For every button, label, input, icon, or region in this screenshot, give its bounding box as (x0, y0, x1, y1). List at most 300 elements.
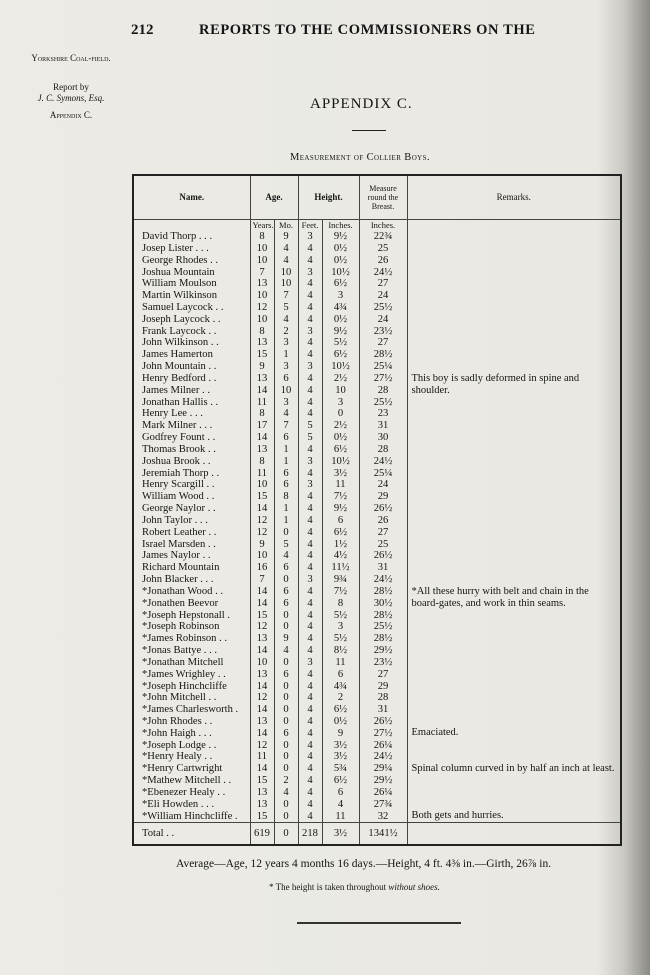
cell-name: *Jonathan Mitchell (133, 657, 250, 669)
cell-breast: 22¾ (359, 231, 407, 243)
cell-name: *Eli Howden . . . (133, 799, 250, 811)
cell-yrs: 10 (250, 314, 274, 326)
cell-in: 6½ (322, 704, 359, 716)
cell-yrs: 9 (250, 539, 274, 551)
cell-yrs: 14 (250, 681, 274, 693)
cell-yrs: 10 (250, 657, 274, 669)
cell-name: George Rhodes . . (133, 255, 250, 267)
remark-text: Both gets and hurries. (411, 809, 504, 821)
cell-mo: 0 (274, 811, 298, 823)
cell-in: 5½ (322, 610, 359, 622)
cell-mo: 5 (274, 539, 298, 551)
cell-in: 10½ (322, 267, 359, 279)
cell-breast: 26¼ (359, 787, 407, 799)
cell-name: William Moulson (133, 278, 250, 290)
cell-name: *John Mitchell . . (133, 692, 250, 704)
cell-breast: 27½ (359, 728, 407, 740)
cell-yrs: 12 (250, 740, 274, 752)
cell-breast: 25 (359, 539, 407, 551)
remark-text: Emaciated. (411, 727, 459, 739)
cell-ft: 4 (298, 385, 322, 397)
cell-name: *Joseph Hepstonall . (133, 610, 250, 622)
cell-yrs: 8 (250, 326, 274, 338)
cell-in: 7½ (322, 491, 359, 503)
cell-name: *Henry Cartwright (133, 763, 250, 775)
cell-yrs: 12 (250, 692, 274, 704)
cell-breast: 27 (359, 669, 407, 681)
cell-yrs: 10 (250, 255, 274, 267)
cell-ft: 4 (298, 692, 322, 704)
cell-mo: 0 (274, 763, 298, 775)
cell-mo: 6 (274, 479, 298, 491)
cell-name: *John Rhodes . . (133, 716, 250, 728)
cell-in: 10½ (322, 361, 359, 373)
cell-breast: 25½ (359, 397, 407, 409)
cell-mo: 4 (274, 243, 298, 255)
cell-breast: 26½ (359, 503, 407, 515)
cell-mo: 4 (274, 787, 298, 799)
cell-mo: 3 (274, 397, 298, 409)
cell-ft: 4 (298, 562, 322, 574)
cell-mo: 0 (274, 740, 298, 752)
cell-breast: 26 (359, 255, 407, 267)
cell-yrs: 14 (250, 763, 274, 775)
cell-name: *James Charlesworth . (133, 704, 250, 716)
cell-in: 0½ (322, 314, 359, 326)
page-number: 212 (131, 22, 154, 38)
cell-name: Robert Leather . . (133, 527, 250, 539)
cell-yrs: 8 (250, 231, 274, 243)
total-yrs: 619 (250, 822, 274, 845)
cell-breast: 23 (359, 408, 407, 420)
cell-breast: 23½ (359, 657, 407, 669)
cell-name: *Jonathan Wood . . (133, 586, 250, 598)
col-height-header: Height. (298, 175, 359, 219)
remark-text: *All these hurry with belt and chain in the board-gates, and work in thin seams. (411, 585, 589, 609)
units-blank (133, 219, 250, 231)
total-remarks-blank (407, 822, 621, 845)
footnote-text: * The height is taken throughout (269, 882, 389, 892)
cell-ft: 4 (298, 515, 322, 527)
cell-breast: 27 (359, 337, 407, 349)
cell-ft: 4 (298, 255, 322, 267)
cell-mo: 6 (274, 598, 298, 610)
cell-yrs: 15 (250, 491, 274, 503)
cell-mo: 1 (274, 456, 298, 468)
cell-mo: 0 (274, 681, 298, 693)
cell-name: James Naylor . . (133, 550, 250, 562)
cell-yrs: 12 (250, 302, 274, 314)
cell-name: *John Haigh . . . (133, 728, 250, 740)
measurement-table (132, 174, 622, 846)
cell-yrs: 8 (250, 456, 274, 468)
cell-in: 4½ (322, 550, 359, 562)
cell-yrs: 14 (250, 704, 274, 716)
cell-name: David Thorp . . . (133, 231, 250, 243)
cell-yrs: 12 (250, 515, 274, 527)
cell-breast: 27½ (359, 373, 407, 385)
cell-ft: 4 (298, 586, 322, 598)
cell-ft: 4 (298, 550, 322, 562)
cell-mo: 6 (274, 468, 298, 480)
cell-ft: 4 (298, 539, 322, 551)
cell-mo: 10 (274, 278, 298, 290)
cell-breast: 24 (359, 290, 407, 302)
cell-yrs: 13 (250, 633, 274, 645)
cell-mo: 7 (274, 290, 298, 302)
cell-mo: 9 (274, 231, 298, 243)
cell-in: 9½ (322, 503, 359, 515)
cell-mo: 1 (274, 503, 298, 515)
cell-mo: 6 (274, 562, 298, 574)
unit-inches: Inches. (322, 219, 359, 231)
cell-mo: 4 (274, 255, 298, 267)
cell-in: 8 (322, 598, 359, 610)
cell-breast: 25¼ (359, 361, 407, 373)
cell-in: 5½ (322, 633, 359, 645)
cell-mo: 0 (274, 692, 298, 704)
cell-name: *Jonas Battye . . . (133, 645, 250, 657)
cell-in: 2½ (322, 420, 359, 432)
cell-name: *Joseph Lodge . . (133, 740, 250, 752)
cell-in: 11 (322, 657, 359, 669)
cell-in: 11½ (322, 562, 359, 574)
cell-name: George Naylor . . (133, 503, 250, 515)
cell-in: 4 (322, 799, 359, 811)
cell-in: 10 (322, 385, 359, 397)
cell-mo: 4 (274, 408, 298, 420)
cell-ft: 3 (298, 657, 322, 669)
cell-in: 6 (322, 515, 359, 527)
cell-breast: 32 (359, 811, 407, 823)
cell-in: 5¾ (322, 763, 359, 775)
cell-name: *Henry Healy . . (133, 751, 250, 763)
cell-ft: 3 (298, 361, 322, 373)
cell-ft: 4 (298, 716, 322, 728)
cell-ft: 5 (298, 432, 322, 444)
cell-breast: 26½ (359, 550, 407, 562)
cell-name: James Hamerton (133, 349, 250, 361)
cell-yrs: 13 (250, 787, 274, 799)
cell-in: 10½ (322, 456, 359, 468)
cell-breast: 27¾ (359, 799, 407, 811)
cell-in: 2½ (322, 373, 359, 385)
remark-text: This boy is sadly deformed in spine and shoulder. (411, 373, 580, 397)
cell-in: 3 (322, 621, 359, 633)
total-ft: 218 (298, 822, 322, 845)
cell-in: 0½ (322, 255, 359, 267)
cell-breast: 29¼ (359, 763, 407, 775)
cell-yrs: 16 (250, 562, 274, 574)
cell-name: Mark Milner . . . (133, 420, 250, 432)
cell-breast: 24 (359, 314, 407, 326)
cell-yrs: 15 (250, 610, 274, 622)
cell-in: 2 (322, 692, 359, 704)
cell-ft: 4 (298, 373, 322, 385)
cell-ft: 4 (298, 799, 322, 811)
cell-mo: 1 (274, 444, 298, 456)
cell-mo: 3 (274, 361, 298, 373)
cell-in: 6½ (322, 775, 359, 787)
cell-name: Henry Bedford . . (133, 373, 250, 385)
cell-breast: 27 (359, 527, 407, 539)
cell-in: 4¾ (322, 681, 359, 693)
cell-in: 3½ (322, 740, 359, 752)
cell-breast: 24½ (359, 574, 407, 586)
cell-breast: 31 (359, 420, 407, 432)
cell-yrs: 9 (250, 361, 274, 373)
cell-yrs: 11 (250, 468, 274, 480)
cell-breast: 31 (359, 562, 407, 574)
cell-name: *James Wrighley . . (133, 669, 250, 681)
cell-in: 4¾ (322, 302, 359, 314)
table-title: Measurement of Collier Boys. (290, 152, 430, 163)
remark-text: Spinal column curved in by half an inch at least. (411, 762, 615, 774)
cell-breast: 25¼ (359, 468, 407, 480)
unit-feet: Feet. (298, 219, 322, 231)
cell-ft: 4 (298, 740, 322, 752)
cell-ft: 4 (298, 681, 322, 693)
cell-name: William Wood . . (133, 491, 250, 503)
cell-ft: 4 (298, 811, 322, 823)
title-rule (352, 130, 386, 131)
cell-name: Martin Wilkinson (133, 290, 250, 302)
cell-mo: 3 (274, 337, 298, 349)
col-remarks-header: Remarks. (407, 175, 621, 219)
cell-in: 6½ (322, 444, 359, 456)
col-breast-header: Measure round the Breast. (359, 175, 407, 219)
cell-ft: 4 (298, 633, 322, 645)
cell-breast: 24½ (359, 751, 407, 763)
cell-breast: 25 (359, 243, 407, 255)
cell-breast: 28½ (359, 633, 407, 645)
footnote-emphasis: without shoes. (388, 882, 440, 892)
cell-ft: 4 (298, 397, 322, 409)
cell-breast: 27 (359, 278, 407, 290)
cell-breast: 28½ (359, 586, 407, 598)
cell-name: Israel Marsden . . (133, 539, 250, 551)
cell-yrs: 10 (250, 243, 274, 255)
margin-author: J. C. Symons, Esq. (37, 93, 105, 103)
cell-breast: 31 (359, 704, 407, 716)
running-head: REPORTS TO THE COMMISSIONERS ON THE (199, 22, 536, 38)
cell-breast: 29 (359, 681, 407, 693)
cell-yrs: 10 (250, 479, 274, 491)
cell-mo: 0 (274, 716, 298, 728)
cell-mo: 0 (274, 574, 298, 586)
cell-yrs: 13 (250, 444, 274, 456)
cell-yrs: 15 (250, 775, 274, 787)
cell-ft: 4 (298, 337, 322, 349)
cell-ft: 4 (298, 468, 322, 480)
cell-mo: 2 (274, 326, 298, 338)
col-name-header: Name. (133, 175, 250, 219)
cell-yrs: 14 (250, 503, 274, 515)
cell-yrs: 11 (250, 751, 274, 763)
cell-yrs: 13 (250, 799, 274, 811)
cell-mo: 0 (274, 704, 298, 716)
cell-name: Joshua Brook . . (133, 456, 250, 468)
cell-yrs: 13 (250, 337, 274, 349)
cell-mo: 6 (274, 373, 298, 385)
cell-ft: 4 (298, 408, 322, 420)
cell-mo: 2 (274, 775, 298, 787)
cell-in: 3½ (322, 468, 359, 480)
cell-name: John Taylor . . . (133, 515, 250, 527)
cell-name: *Ebenezer Healy . . (133, 787, 250, 799)
cell-name: Godfrey Fount . . (133, 432, 250, 444)
cell-mo: 1 (274, 515, 298, 527)
unit-years: Years. (250, 219, 274, 231)
total-row (133, 822, 621, 845)
cell-breast: 26½ (359, 716, 407, 728)
cell-mo: 6 (274, 728, 298, 740)
cell-mo: 0 (274, 621, 298, 633)
cell-in: 3 (322, 290, 359, 302)
cell-ft: 4 (298, 243, 322, 255)
cell-mo: 8 (274, 491, 298, 503)
cell-in: 11 (322, 811, 359, 823)
cell-breast: 23½ (359, 326, 407, 338)
cell-in: 0½ (322, 716, 359, 728)
cell-breast: 29½ (359, 775, 407, 787)
cell-breast: 28½ (359, 610, 407, 622)
cell-ft: 3 (298, 479, 322, 491)
cell-in: 6½ (322, 278, 359, 290)
cell-yrs: 13 (250, 669, 274, 681)
cell-mo: 5 (274, 302, 298, 314)
cell-in: 11 (322, 479, 359, 491)
cell-yrs: 14 (250, 385, 274, 397)
cell-in: 6½ (322, 527, 359, 539)
cell-name: *Jonathen Beevor (133, 598, 250, 610)
cell-name: Jonathan Hallis . . (133, 397, 250, 409)
cell-mo: 0 (274, 610, 298, 622)
cell-name: Frank Laycock . . (133, 326, 250, 338)
margin-report-by: Report by (53, 82, 89, 92)
cell-in: 7½ (322, 586, 359, 598)
cell-yrs: 14 (250, 598, 274, 610)
cell-breast: 25½ (359, 621, 407, 633)
cell-ft: 4 (298, 751, 322, 763)
cell-ft: 4 (298, 314, 322, 326)
cell-in: 6 (322, 787, 359, 799)
cell-mo: 10 (274, 267, 298, 279)
cell-ft: 4 (298, 763, 322, 775)
cell-in: 0 (322, 408, 359, 420)
cell-name: *Mathew Mitchell . . (133, 775, 250, 787)
cell-breast: 26¼ (359, 740, 407, 752)
cell-name: Samuel Laycock . . (133, 302, 250, 314)
cell-ft: 4 (298, 278, 322, 290)
cell-ft: 4 (298, 349, 322, 361)
unit-months: Mo. (274, 219, 298, 231)
cell-breast: 26 (359, 515, 407, 527)
cell-in: 0½ (322, 243, 359, 255)
cell-name: John Mountain . . (133, 361, 250, 373)
cell-mo: 7 (274, 420, 298, 432)
cell-mo: 6 (274, 586, 298, 598)
cell-breast: 24½ (359, 456, 407, 468)
total-breast: 1341½ (359, 822, 407, 845)
cell-yrs: 10 (250, 550, 274, 562)
cell-name: Thomas Brook . . (133, 444, 250, 456)
cell-name: Henry Scargill . . (133, 479, 250, 491)
cell-ft: 4 (298, 491, 322, 503)
cell-breast: 24 (359, 479, 407, 491)
cell-breast: 24½ (359, 267, 407, 279)
cell-ft: 3 (298, 231, 322, 243)
cell-name: John Blacker . . . (133, 574, 250, 586)
cell-ft: 3 (298, 574, 322, 586)
cell-mo: 9 (274, 633, 298, 645)
cell-ft: 3 (298, 456, 322, 468)
cell-yrs: 10 (250, 290, 274, 302)
cell-mo: 6 (274, 432, 298, 444)
col-age-header: Age. (250, 175, 298, 219)
cell-mo: 0 (274, 657, 298, 669)
cell-name: Joshua Mountain (133, 267, 250, 279)
cell-yrs: 8 (250, 408, 274, 420)
cell-mo: 0 (274, 527, 298, 539)
cell-ft: 4 (298, 610, 322, 622)
cell-yrs: 12 (250, 621, 274, 633)
cell-yrs: 17 (250, 420, 274, 432)
cell-mo: 4 (274, 645, 298, 657)
cell-in: 3 (322, 397, 359, 409)
cell-ft: 4 (298, 302, 322, 314)
cell-name: Jeremiah Thorp . . (133, 468, 250, 480)
average-line: Average—Age, 12 years 4 months 16 days.—Height, 4 ft. 4⅜ in.—Girth, 26⅞ in. (176, 858, 552, 870)
cell-in: 0½ (322, 432, 359, 444)
cell-breast: 28 (359, 385, 407, 397)
cell-breast: 30½ (359, 598, 407, 610)
cell-breast: 30 (359, 432, 407, 444)
cell-name: Henry Lee . . . (133, 408, 250, 420)
cell-breast: 28½ (359, 349, 407, 361)
cell-breast: 29½ (359, 645, 407, 657)
cell-in: 6½ (322, 349, 359, 361)
cell-ft: 4 (298, 704, 322, 716)
cell-ft: 4 (298, 775, 322, 787)
cell-name: Richard Mountain (133, 562, 250, 574)
cell-yrs: 14 (250, 432, 274, 444)
cell-ft: 4 (298, 503, 322, 515)
bottom-rule (297, 922, 461, 924)
cell-ft: 4 (298, 598, 322, 610)
cell-ft: 3 (298, 267, 322, 279)
cell-yrs: 15 (250, 349, 274, 361)
cell-breast: 29 (359, 491, 407, 503)
cell-in: 3½ (322, 751, 359, 763)
cell-ft: 4 (298, 621, 322, 633)
cell-in: 6 (322, 669, 359, 681)
cell-yrs: 7 (250, 267, 274, 279)
cell-yrs: 13 (250, 716, 274, 728)
cell-in: 8½ (322, 645, 359, 657)
cell-mo: 0 (274, 799, 298, 811)
remarks-column (407, 219, 621, 822)
cell-breast: 28 (359, 692, 407, 704)
cell-yrs: 12 (250, 527, 274, 539)
cell-name: *Joseph Hinchcliffe (133, 681, 250, 693)
cell-in: 5½ (322, 337, 359, 349)
cell-name: *James Robinson . . (133, 633, 250, 645)
cell-mo: 4 (274, 314, 298, 326)
cell-ft: 4 (298, 728, 322, 740)
total-label: Total . . (133, 822, 250, 845)
cell-yrs: 14 (250, 645, 274, 657)
